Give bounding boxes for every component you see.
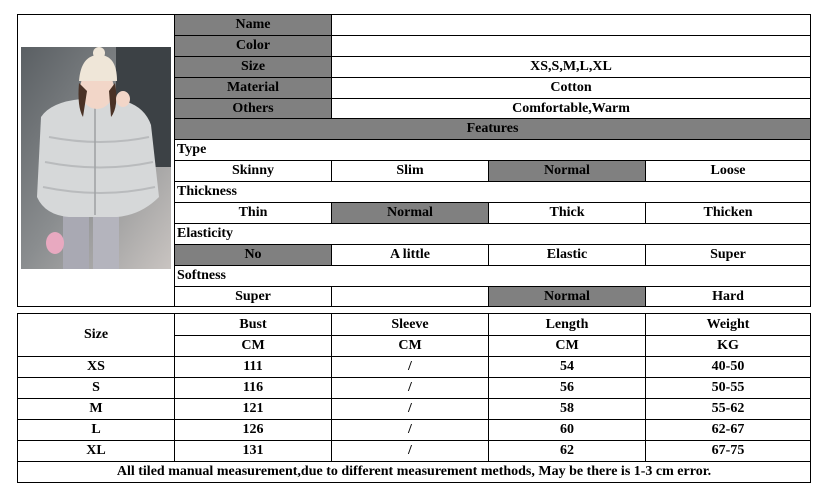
feature-option: Super [175,286,332,307]
table-row [18,377,811,398]
table-row [18,398,811,419]
product-photo [21,47,171,269]
column-header: Sleeve [332,314,489,335]
size-chart-table [17,313,811,483]
sleeve-cell: / [332,356,489,377]
sleeve-cell: / [332,441,489,462]
feature-option: Super [646,244,811,265]
feature-option: Hard [646,286,811,307]
size-cell: M [18,398,175,419]
spec-value: Comfortable,Warm [332,98,811,119]
feature-label-type: Type [175,140,811,161]
weight-cell: 50-55 [646,377,811,398]
feature-option: Skinny [175,161,332,182]
bust-cell: 126 [175,419,332,440]
bust-cell: 121 [175,398,332,419]
column-header: Weight [646,314,811,335]
size-cell: XS [18,356,175,377]
spec-table [17,14,811,307]
spec-value: Cotton [332,77,811,98]
feature-option-selected: No [175,244,332,265]
feature-option: Thick [489,203,646,224]
feature-option: Thicken [646,203,811,224]
spec-value [332,15,811,36]
length-cell: 62 [489,441,646,462]
spec-label: Others [175,98,332,119]
feature-option: Elastic [489,244,646,265]
bust-cell: 116 [175,377,332,398]
length-cell: 60 [489,419,646,440]
length-cell: 56 [489,377,646,398]
feature-option: Loose [646,161,811,182]
feature-option-selected: Normal [489,161,646,182]
product-photo-cell [18,15,175,307]
feature-option: Slim [332,161,489,182]
spec-label: Size [175,56,332,77]
feature-option: A little [332,244,489,265]
size-header: Size [18,314,175,356]
feature-option-selected: Normal [489,286,646,307]
sleeve-cell: / [332,398,489,419]
unit-cell: KG [646,335,811,356]
weight-cell: 62-67 [646,419,811,440]
weight-cell: 40-50 [646,356,811,377]
size-cell: S [18,377,175,398]
unit-cell: CM [332,335,489,356]
measurement-note: All tiled manual measurement,due to different measurement methods, May be there is 1-3 cm error. [18,462,811,483]
unit-cell: CM [489,335,646,356]
table-row [18,356,811,377]
spec-value: XS,S,M,L,XL [332,56,811,77]
feature-option: Thin [175,203,332,224]
weight-cell: 55-62 [646,398,811,419]
table-row [18,419,811,440]
bust-cell: 111 [175,356,332,377]
length-cell: 54 [489,356,646,377]
product-sheet [17,14,810,483]
feature-option [332,286,489,307]
spec-label: Material [175,77,332,98]
spec-value [332,35,811,56]
sleeve-cell: / [332,419,489,440]
size-cell: XL [18,441,175,462]
unit-cell: CM [175,335,332,356]
bust-cell: 131 [175,441,332,462]
feature-label-softness: Softness [175,265,811,286]
spec-label: Name [175,15,332,36]
column-header: Length [489,314,646,335]
weight-cell: 67-75 [646,441,811,462]
features-title: Features [175,119,811,140]
feature-label-thickness: Thickness [175,182,811,203]
feature-option-selected: Normal [332,203,489,224]
length-cell: 58 [489,398,646,419]
sleeve-cell: / [332,377,489,398]
spec-label: Color [175,35,332,56]
feature-label-elasticity: Elasticity [175,223,811,244]
column-header: Bust [175,314,332,335]
table-row [18,441,811,462]
size-cell: L [18,419,175,440]
